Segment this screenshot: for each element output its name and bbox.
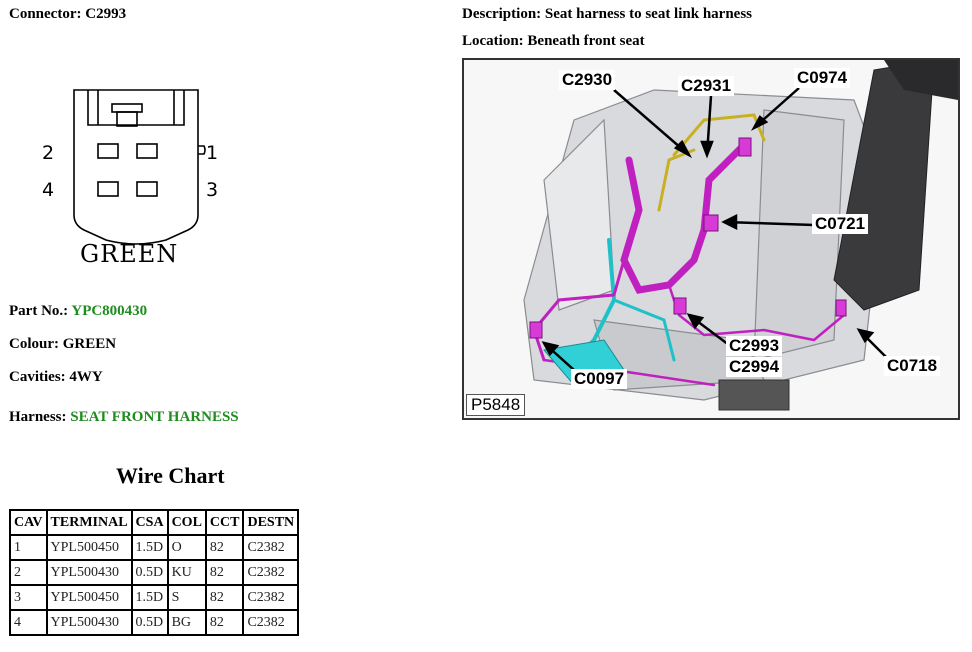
- location-label: Location:: [462, 33, 524, 49]
- callout-c0721: C0721: [812, 214, 868, 234]
- description-line: [462, 6, 752, 23]
- cell-destn: C2382: [243, 560, 298, 585]
- part-number-value: YPC800430: [71, 303, 148, 319]
- table-row: [10, 585, 298, 610]
- pin-label-4: 4: [42, 179, 55, 201]
- part-number-line: [9, 303, 147, 320]
- cell-csa: 0.5D: [132, 610, 168, 635]
- callout-c2993: C2993: [726, 336, 782, 356]
- description-value: Seat harness to seat link harness: [544, 6, 753, 22]
- cavities-line: [9, 369, 103, 386]
- header-csa: CSA: [132, 510, 168, 535]
- callout-c0097: C0097: [571, 369, 627, 389]
- connector-label: Connector:: [9, 6, 82, 22]
- harness-value: SEAT FRONT HARNESS: [70, 409, 239, 425]
- harness-line: [9, 409, 239, 426]
- colour-line: [9, 336, 116, 353]
- header-cct: CCT: [206, 510, 244, 535]
- connector-face-drawing: [36, 80, 236, 270]
- cell-cav: 3: [10, 585, 47, 610]
- cell-cav: 2: [10, 560, 47, 585]
- callout-c0718: C0718: [884, 356, 940, 376]
- part-number-label: Part No.:: [9, 303, 69, 319]
- cell-csa: 0.5D: [132, 560, 168, 585]
- harness-label: Harness:: [9, 409, 67, 425]
- cell-csa: 1.5D: [132, 535, 168, 560]
- cell-terminal: YPL500430: [47, 560, 132, 585]
- header-destn: DESTN: [243, 510, 298, 535]
- cell-col: BG: [168, 610, 206, 635]
- callout-c2994: C2994: [726, 357, 782, 377]
- connector-line: [9, 6, 126, 23]
- cell-cct: 82: [206, 585, 244, 610]
- colour-value: GREEN: [62, 336, 117, 352]
- location-figure: [462, 58, 960, 420]
- cell-cct: 82: [206, 535, 244, 560]
- cell-terminal: YPL500450: [47, 535, 132, 560]
- table-row: [10, 610, 298, 635]
- callout-c2930: C2930: [559, 70, 615, 90]
- figure-id: P5848: [466, 394, 525, 416]
- colour-label: Colour:: [9, 336, 59, 352]
- header-col: COL: [168, 510, 206, 535]
- description-label: Description:: [462, 6, 542, 22]
- cell-terminal: YPL500450: [47, 585, 132, 610]
- pin-label-2: 2: [42, 142, 55, 164]
- cell-destn: C2382: [243, 535, 298, 560]
- cell-csa: 1.5D: [132, 585, 168, 610]
- connector-value: C2993: [85, 6, 127, 22]
- cavity-4: [98, 182, 118, 196]
- header-terminal: TERMINAL: [47, 510, 132, 535]
- cell-cct: 82: [206, 560, 244, 585]
- cell-destn: C2382: [243, 610, 298, 635]
- location-value: Beneath front seat: [527, 33, 645, 49]
- wire-chart-header-row: [10, 510, 298, 535]
- cavity-2: [98, 144, 118, 158]
- wire-chart-table: [9, 509, 299, 636]
- cell-cav: 4: [10, 610, 47, 635]
- cell-terminal: YPL500430: [47, 610, 132, 635]
- table-row: [10, 535, 298, 560]
- cavity-3: [137, 182, 157, 196]
- table-row: [10, 560, 298, 585]
- callout-c2931: C2931: [678, 76, 734, 96]
- cell-cct: 82: [206, 610, 244, 635]
- pin-label-3: 3: [206, 179, 219, 201]
- cell-col: KU: [168, 560, 206, 585]
- colour-caption: GREEN: [80, 240, 179, 268]
- cavity-1: [137, 144, 157, 158]
- location-line: [462, 33, 645, 50]
- cell-cav: 1: [10, 535, 47, 560]
- wire-chart-title: Wire Chart: [116, 463, 225, 488]
- cavities-value: 4WY: [69, 369, 103, 385]
- pin-label-1: 1: [206, 142, 219, 164]
- callout-c0974: C0974: [794, 68, 850, 88]
- cell-col: O: [168, 535, 206, 560]
- cell-col: S: [168, 585, 206, 610]
- header-cav: CAV: [10, 510, 47, 535]
- cell-destn: C2382: [243, 585, 298, 610]
- cavities-label: Cavities:: [9, 369, 66, 385]
